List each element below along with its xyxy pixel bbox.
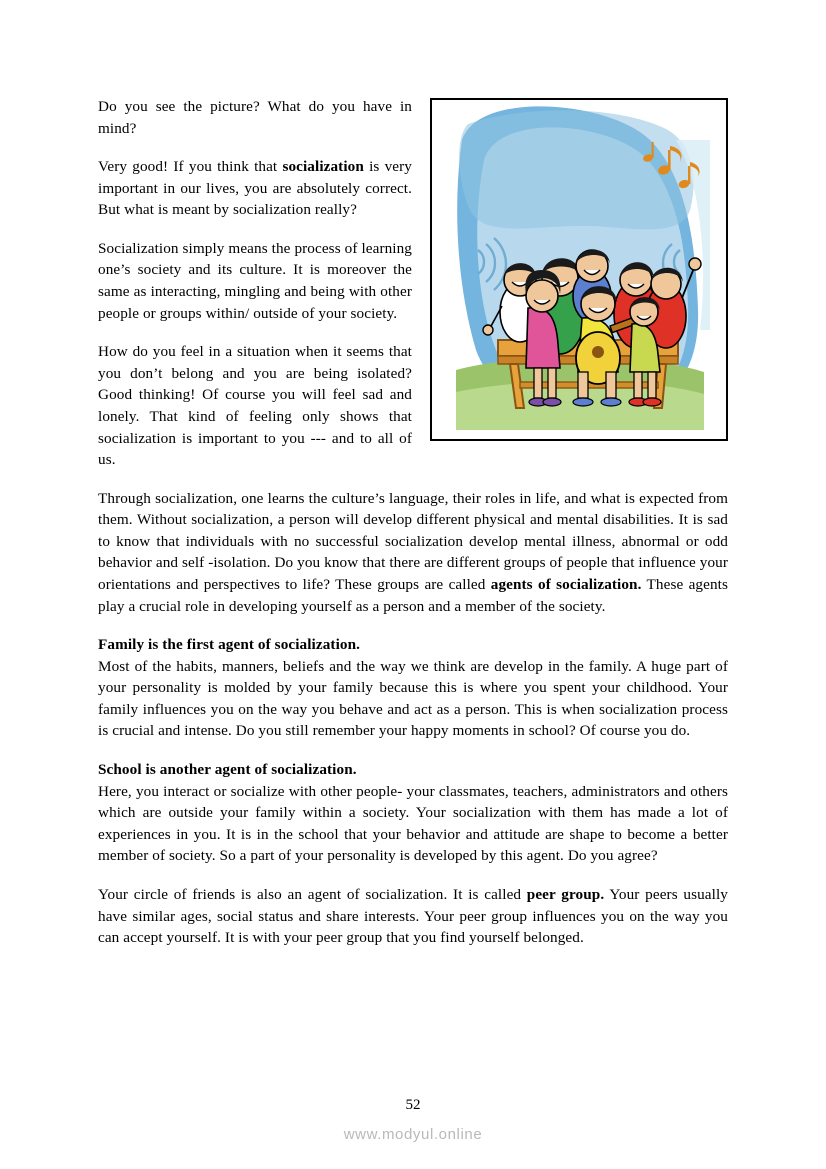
paragraph-peer-group	[98, 884, 728, 949]
page-content	[98, 96, 728, 966]
paragraph-family	[98, 656, 728, 742]
page-number: 52	[405, 1097, 421, 1113]
illustration-canvas	[432, 100, 726, 439]
term-socialization: socialization	[282, 158, 364, 176]
para6-text: Most of the habits, manners, beliefs and the way we think are develop in the family. A huge part of your personality is molded by your family because this is where you spent your childhood. Your family influences you on the way you behave and act as a person. This is when socialization process is crucial and intense. Do you still remember your happy moments in school? Of course you do.	[98, 657, 728, 740]
paragraph-school	[98, 781, 728, 867]
paragraph-intro-text: Do you see the picture? What do you have in mind?	[98, 98, 412, 137]
para7-text: Here, you interact or socialize with other people- your classmates, teachers, administrators and others which are outside your family within a society. Your socialization with them has made a lot of experiences in you. It is in the school that your behavior and attitude are shape to become a better member of society. So a part of your personality is developed by this agent. Do you agree?	[98, 782, 728, 865]
heading-school-agent-text: School is another agent of socialization	[98, 761, 353, 779]
term-agents-of-socialization: agents of socialization.	[490, 575, 642, 593]
heading-family-agent-text: Family is the first agent of socialization	[98, 636, 357, 654]
para8-part2: Your peers usually have similar ages, social status and share interests. Your peer group influences you on the way you can accept yourself. It is with your peer group that you find yourself belonged.	[98, 885, 728, 947]
figure-illustration	[430, 98, 728, 441]
para2-part2: is very important in our lives, you are absolutely correct. But what is meant by socialization really?	[98, 158, 412, 219]
para3-text: Socialization simply means the process of learning one’s society and its culture. It is moreover the same as interacting, mingling and being with other people or groups within/ outside of your society.	[98, 239, 412, 322]
heading-family-agent-period: .	[356, 636, 361, 654]
para2-part1: Very good! If you think that	[98, 158, 283, 176]
heading-school-agent	[98, 759, 728, 781]
para4-text: How do you feel in a situation when it seems that you don’t belong and you are being isolated? Good thinking! Of course you will feel sad and lonely. That kind of feeling only shows that socialization is important to you --- and to all of us.	[98, 343, 412, 469]
heading-family-agent	[98, 634, 728, 656]
para5-part1: Through socialization, one learns the culture’s language, their roles in life, and what is expected from them. Without socialization, a person will develop different physical and mental disabilities. It is sad to know that individuals with no successful socialization develop mental illness, abnormal or odd behavior and self -isolation. Do you know that there are different groups of people that influence your orientations and perspectives to life? These groups are called	[98, 489, 728, 593]
paragraph-through-socialization	[98, 488, 728, 617]
term-peer-group: peer group.	[526, 885, 605, 903]
group-of-children-singing-icon	[432, 100, 726, 439]
heading-school-agent-period: .	[352, 761, 357, 779]
para8-part1: Your circle of friends is also an agent of socialization. It is called	[98, 885, 527, 903]
watermark: www.modyul.online	[343, 1126, 483, 1143]
para5-part2: These agents play a crucial role in developing yourself as a person and a member of the society.	[98, 575, 728, 615]
